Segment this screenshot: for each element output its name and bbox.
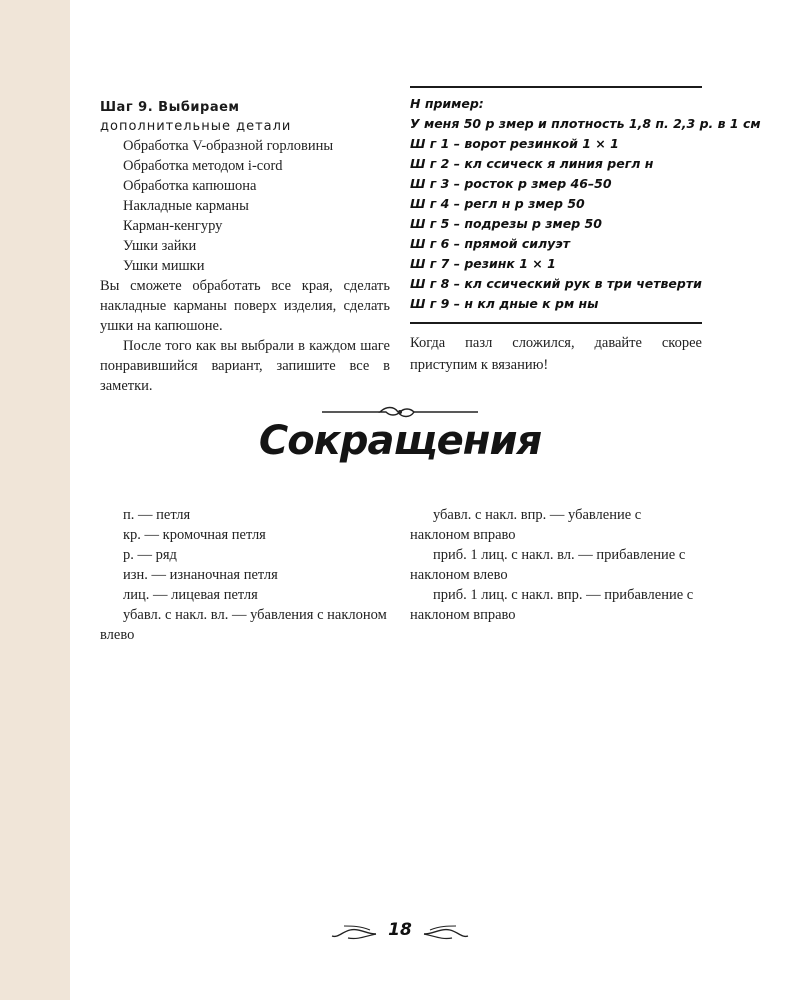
abbreviation-item: изн. — изнаночная петля xyxy=(123,567,278,583)
abbreviation-item: приб. 1 лиц. с накл. впр. — прибавление с наклоном вправо xyxy=(410,587,694,623)
example-line: Ш г 7 – резинк 1 × 1 xyxy=(410,256,556,271)
abbreviation-item: лиц. — лицевая петля xyxy=(123,587,258,603)
example-line: Ш г 5 – подрезы р змер 50 xyxy=(410,216,602,231)
example-line: Ш г 6 – прямой силуэт xyxy=(410,236,570,251)
example-line: Ш г 2 – кл ссическ я линия регл н xyxy=(410,156,654,171)
left-flourish-icon xyxy=(330,924,378,944)
list-item: Карман-кенгуру xyxy=(123,218,223,234)
abbreviation-item: убавл. с накл. впр. — убавление с наклоном вправо xyxy=(410,507,642,543)
page-number: 18 xyxy=(388,920,412,940)
example-line: Ш г 4 – регл н р змер 50 xyxy=(410,196,585,211)
abbreviation-item: убавл. с накл. вл. — убавления с наклоном влево xyxy=(100,607,387,643)
closing-paragraph: Когда пазл сложился, давайте скорее приступим к вязанию! xyxy=(410,335,702,373)
example-line: Н пример: xyxy=(410,96,484,111)
example-line: Ш г 8 – кл ссический рук в три четверти xyxy=(410,276,702,291)
step-heading xyxy=(100,98,390,136)
list-item: Накладные карманы xyxy=(123,198,249,214)
step-heading-line-2: дополнительные детали xyxy=(100,119,292,134)
abbreviation-item: кр. — кромочная петля xyxy=(123,527,266,543)
example-line: Ш г 3 – росток р змер 46–50 xyxy=(410,176,612,191)
step-heading-line-1: Шаг 9. Выбираем xyxy=(100,100,240,115)
section-title: Сокращения xyxy=(258,418,542,464)
abbreviation-item: п. — петля xyxy=(123,507,191,523)
detail-options-list xyxy=(100,136,390,276)
abbreviations-right-column xyxy=(410,505,702,625)
page-footer xyxy=(0,918,800,950)
page-margin-band xyxy=(0,0,70,1000)
example-column xyxy=(410,86,761,376)
step-nine-column xyxy=(100,98,390,396)
list-item: Обработка V-образной горловины xyxy=(123,138,334,154)
example-line: Ш г 9 – н кл дные к рм ны xyxy=(410,296,599,311)
abbreviations-left-column xyxy=(100,505,390,645)
list-item: Обработка методом i-cord xyxy=(123,158,283,174)
body-paragraph: Вы сможете обработать все края, сделать накладные карманы поверх изделия, сделать ушки на капюшоне. xyxy=(100,278,390,334)
body-paragraph: После того как вы выбрали в каждом шаге понравившийся вариант, запишите все в заметки. xyxy=(100,338,390,394)
example-line: У меня 50 р змер и плотность 1,8 п. 2,3 р. в 1 см xyxy=(410,116,761,131)
list-item: Ушки мишки xyxy=(123,258,205,274)
list-item: Обработка капюшона xyxy=(123,178,257,194)
right-flourish-icon xyxy=(422,924,470,944)
example-box xyxy=(410,86,761,324)
abbreviation-item: р. — ряд xyxy=(123,547,177,563)
example-line: Ш г 1 – ворот резинкой 1 × 1 xyxy=(410,136,619,151)
list-item: Ушки зайки xyxy=(123,238,197,254)
abbreviation-item: приб. 1 лиц. с накл. вл. — прибавление с наклоном влево xyxy=(410,547,686,583)
